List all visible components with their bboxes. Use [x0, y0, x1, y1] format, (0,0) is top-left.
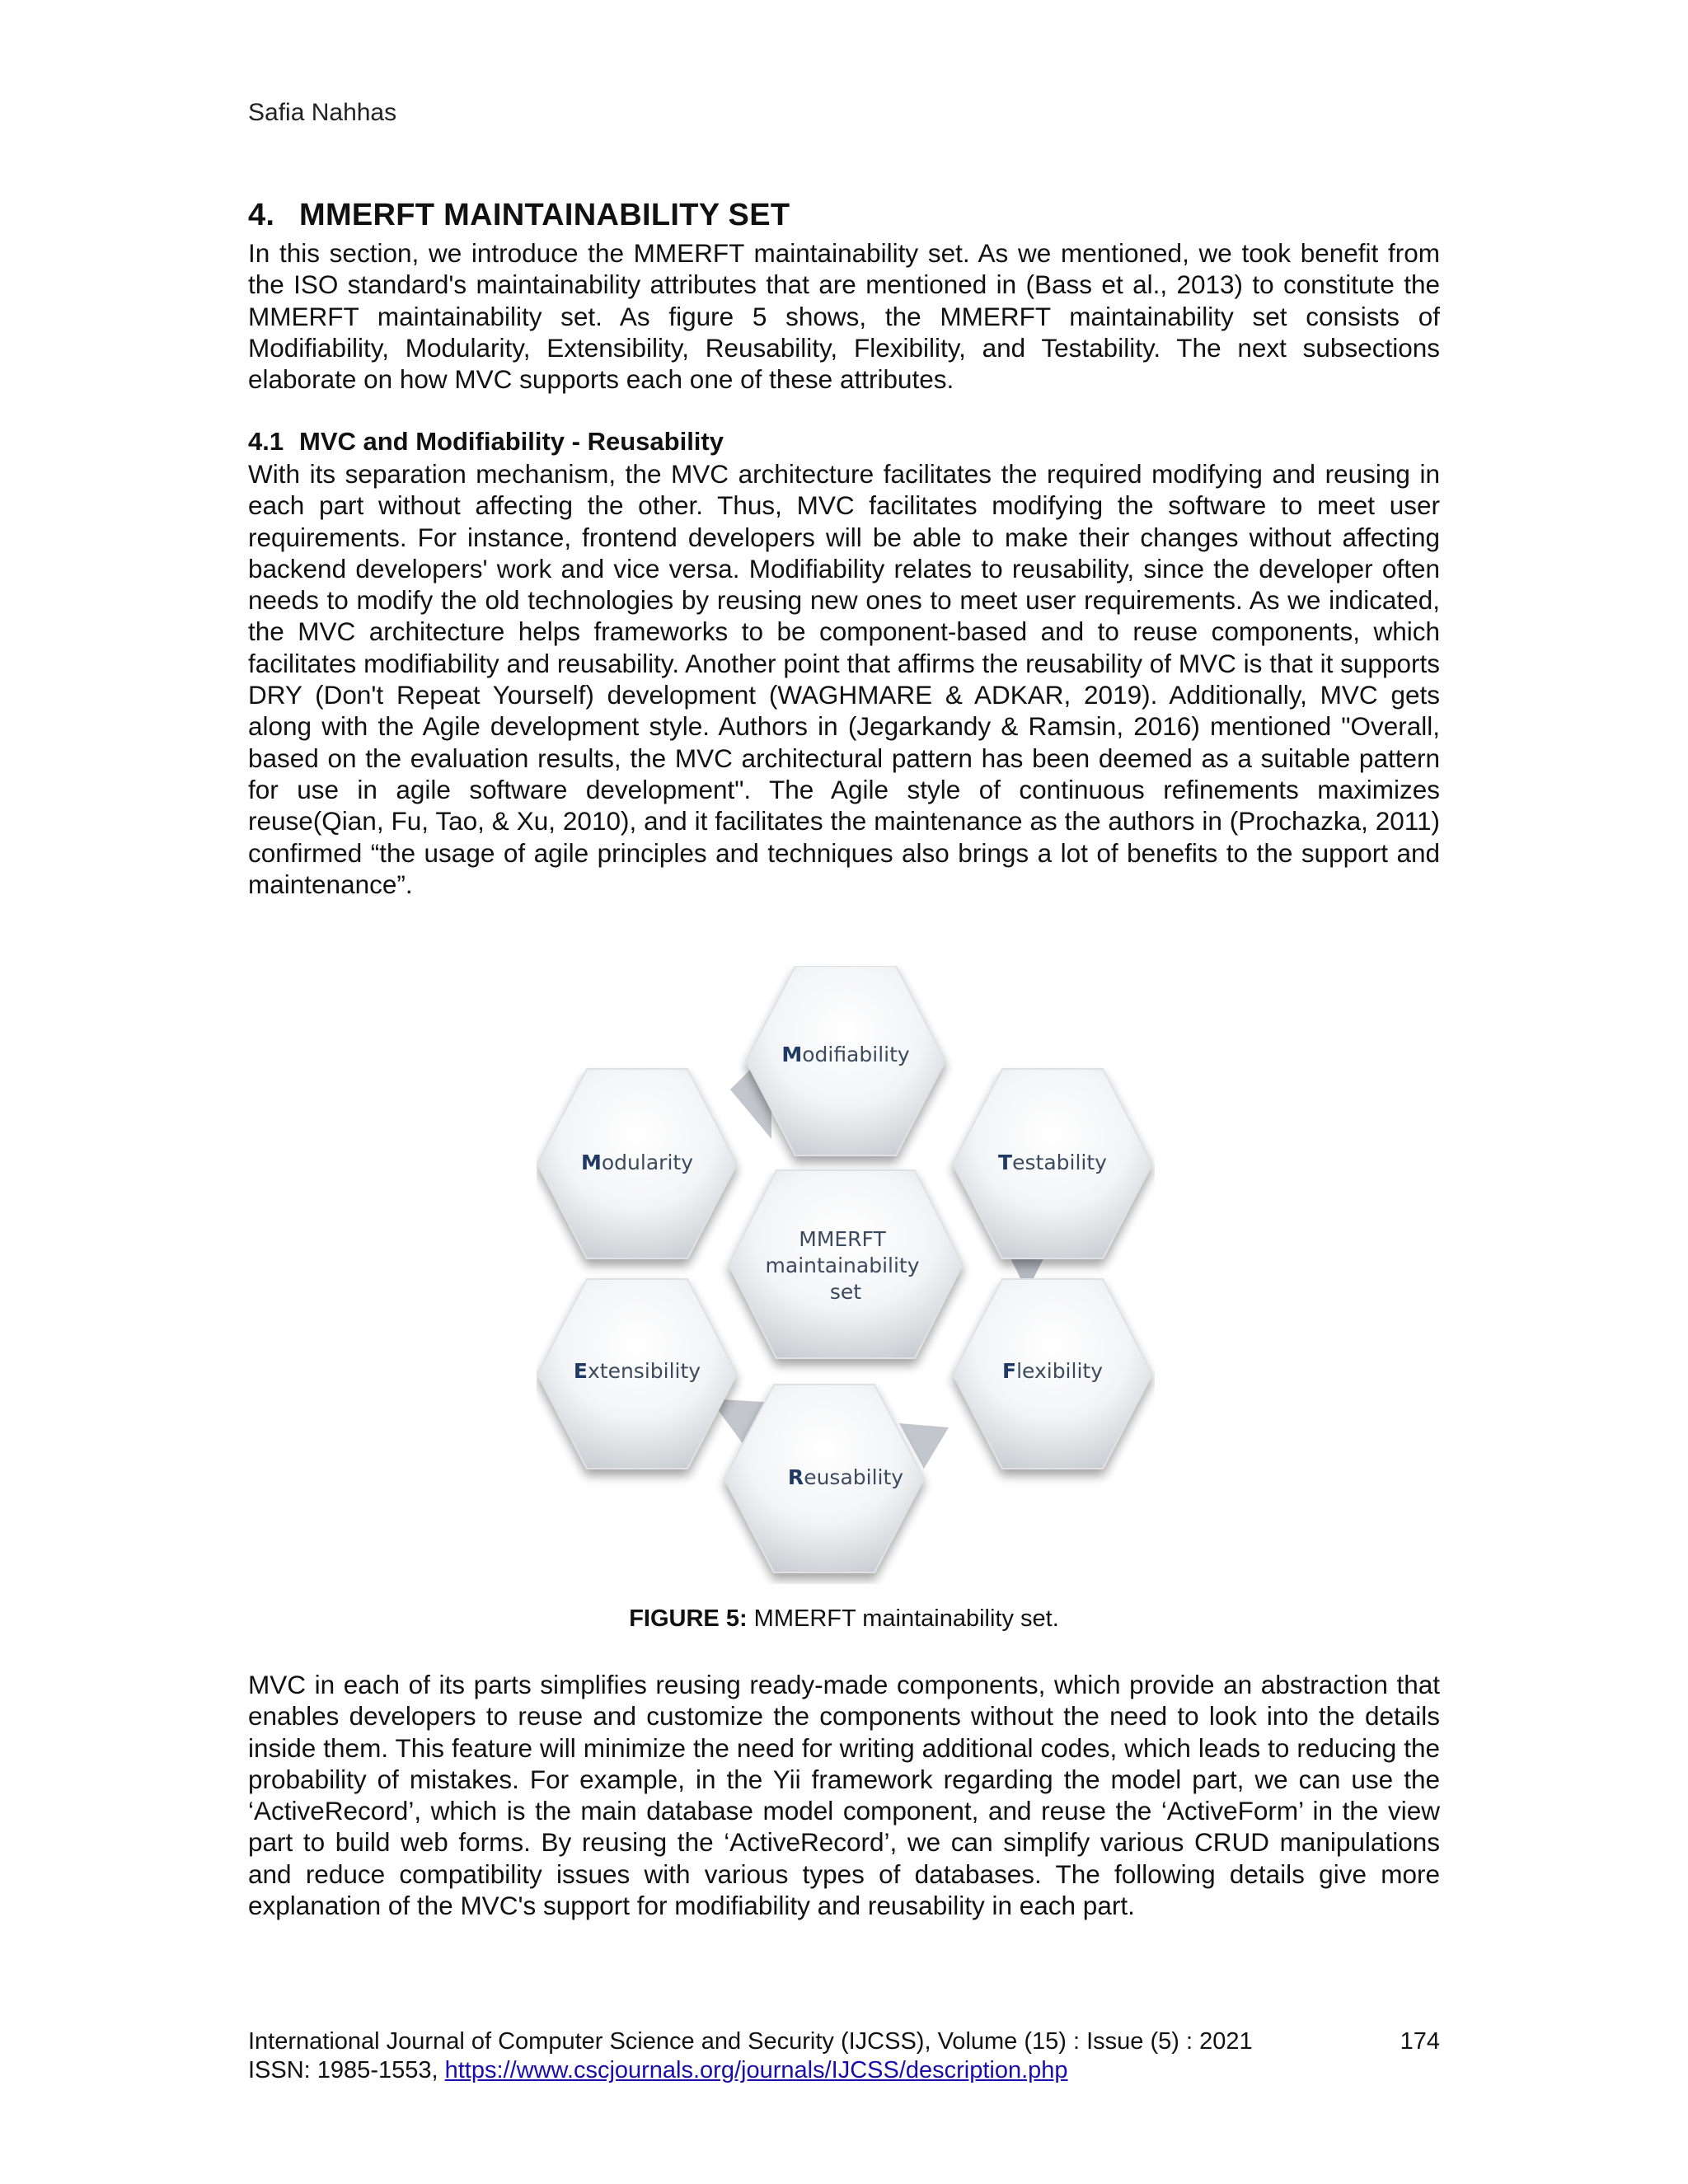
label-flexibility: Flexibility [1001, 1359, 1104, 1383]
center-label-line-2: maintainability [765, 1254, 920, 1277]
label-modifiability: Modifiability [781, 1043, 910, 1066]
figure-caption-label: FIGURE 5: [629, 1605, 748, 1632]
subsection-paragraph: With its separation mechanism, the MVC architecture facilitates the required modifying and reusing in each part without affecting the other. Thus, MVC facilitates modifying the software to meet user requirements. For instance, frontend developers will be able to make their changes without affecting backend developers' work and vice versa. Modifiability relates to reusability, since the developer often needs to modify the old technologies by reusing new ones to meet user requirements. As we indicated, the MVC architecture helps frameworks to be component-based and to reuse components, which facilitates modifiability and reusability. Another point that affirms the reusability of MVC is that it supports DRY (Don't Repeat Yourself) development (WAGHMARE & ADKAR, 2019). Additionally, MVC gets along with the Agile development style. Authors in (Jegarkandy & Ramsin, 2016) mentioned "Overall, based on the evaluation results, the MVC architectural pattern has been deemed as a suitable pattern for use in agile software development". The Agile style of continuous refinements maximizes reuse(Qian, Fu, Tao, & Xu, 2010), and it facilitates the maintenance as the authors in (Prochazka, 2011) confirmed “the usage of agile principles and techniques also brings a lot of benefits to the support and maintenance”. [248, 459, 1440, 899]
label-modularity: Modularity [581, 1151, 693, 1174]
subsection-title: MVC and Modifiability - Reusability [299, 427, 724, 456]
running-header-author: Safia Nahhas [248, 99, 397, 126]
page-footer [248, 2027, 1440, 2085]
figure-caption [248, 1605, 1440, 1633]
label-testability: Testability [998, 1151, 1107, 1174]
section-title: MMERFT MAINTAINABILITY SET [299, 198, 790, 232]
center-label-line-3: set [829, 1280, 862, 1304]
footer-issn-line [248, 2056, 1440, 2085]
figure-caption-text: MMERFT maintainability set. [747, 1605, 1059, 1632]
subsection-number: 4.1 [248, 427, 284, 456]
subsection-heading [248, 427, 1440, 457]
footer-issn: ISSN: 1985-1553, [248, 2057, 445, 2083]
footer-journal-link[interactable]: https://www.cscjournals.org/journals/IJCSS/description.php [444, 2057, 1068, 2083]
section-heading [248, 198, 1440, 233]
label-reusability: Reusability [787, 1465, 904, 1489]
footer-journal: International Journal of Computer Science and Security (IJCSS), Volume (15) : Issue (5) : 2021 [248, 2028, 1253, 2055]
section-paragraph: In this section, we introduce the MMERFT maintainability set. As we mentioned, we took benefit from the ISO standard's maintainability attributes that are mentioned in (Bass et al., 2013) to constitute the MMERFT maintainability set. As figure 5 shows, the MMERFT maintainability set consists of Modifiability, Modularity, Extensibility, Reusability, Flexibility, and Testability. The next subsections elaborate on how MVC supports each one of these attributes. [248, 238, 1440, 395]
center-label-line-1: MMERFT [799, 1227, 886, 1251]
label-extensibility: Extensibility [573, 1359, 701, 1383]
figure-hexagon-diagram [537, 966, 1155, 1584]
page-number: 174 [1400, 2028, 1440, 2055]
section-number: 4. [248, 198, 275, 232]
body-paragraph: MVC in each of its parts simplifies reusing ready-made components, which provide an abstraction that enables developers to reuse and customize the components without the need to look into the details inside them. This feature will minimize the need for writing additional codes, which leads to reducing the probability of mistakes. For example, in the Yii framework regarding the model part, we can use the ‘ActiveRecord’, which is the main database model component, and reuse the ‘ActiveForm’ in the view part to build web forms. By reusing the ‘ActiveRecord’, we can simplify various CRUD manipulations and reduce compatibility issues with various types of databases. The following details give more explanation of the MVC's support for modifiability and reusability in each part. [248, 1670, 1440, 1921]
